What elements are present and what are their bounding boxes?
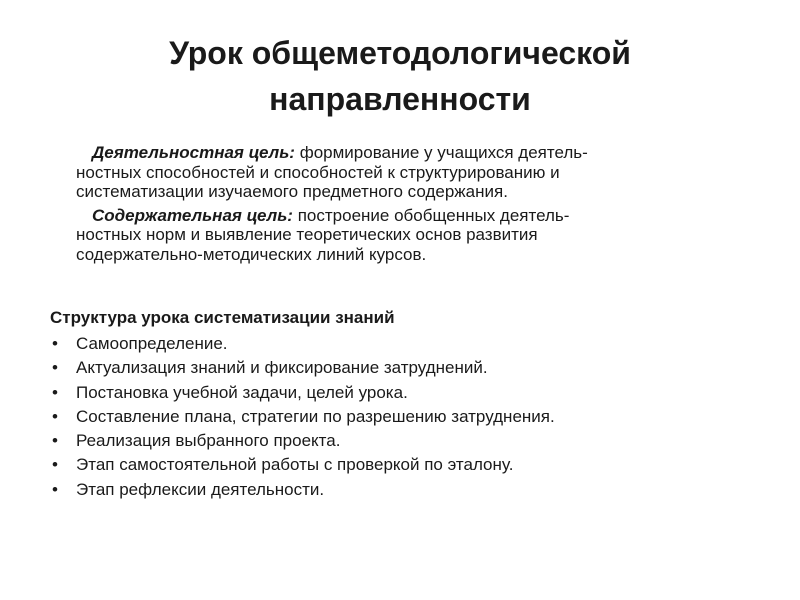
activity-goal-paragraph <box>76 143 756 202</box>
bullet-icon: • <box>52 479 58 499</box>
goal-text: формирование у учащихся деятель- <box>294 143 588 162</box>
list-item-text: Этап рефлексии деятельности. <box>76 479 325 499</box>
list-item <box>50 453 750 477</box>
list-item-text: Составление плана, стратегии по разрешению затруднения. <box>76 406 555 426</box>
bullet-icon: • <box>52 406 58 426</box>
list-item-text: Этап самостоятельной работы с проверкой по эталону. <box>76 455 514 475</box>
content-goal-label: Содержательная цель: <box>92 205 293 225</box>
content-goal-paragraph <box>76 206 756 265</box>
list-item-text: Самоопределение. <box>76 334 228 353</box>
lesson-structure <box>50 306 750 502</box>
goal-text: построение обобщенных деятель- <box>292 205 570 225</box>
list-item-text: Постановка учебной задачи, целей урока. <box>76 382 408 402</box>
list-item-text: Актуализация знаний и фиксирование затруднений. <box>76 358 488 378</box>
goal-line: ностных способностей и способностей к структурированию и <box>76 162 560 182</box>
goal-line: ностных норм и выявление теоретических основ развития <box>76 225 538 245</box>
list-item <box>50 332 750 356</box>
goal-line: содержательно-методических линий курсов. <box>76 244 427 264</box>
title-line: направленности <box>269 81 531 117</box>
title-line: Урок общеметодологической <box>169 35 631 71</box>
structure-heading: Структура урока систематизации знаний <box>50 308 395 327</box>
list-item <box>50 429 750 453</box>
list-item <box>50 478 750 502</box>
slide-title <box>60 30 740 122</box>
list-item <box>50 381 750 405</box>
bullet-icon: • <box>52 382 58 402</box>
list-item <box>50 356 750 380</box>
bullet-icon: • <box>52 431 58 451</box>
structure-list <box>50 332 750 502</box>
goal-line <box>76 143 756 163</box>
goals-block <box>76 143 756 265</box>
activity-goal-label: Деятельностная цель: <box>92 143 295 162</box>
goal-line <box>76 206 756 226</box>
goal-line: систематизации изучаемого предметного содержания. <box>76 182 508 202</box>
bullet-icon: • <box>52 358 58 378</box>
bullet-icon: • <box>52 455 58 475</box>
list-item <box>50 405 750 429</box>
list-item-text: Реализация выбранного проекта. <box>76 431 341 451</box>
bullet-icon: • <box>52 334 58 353</box>
